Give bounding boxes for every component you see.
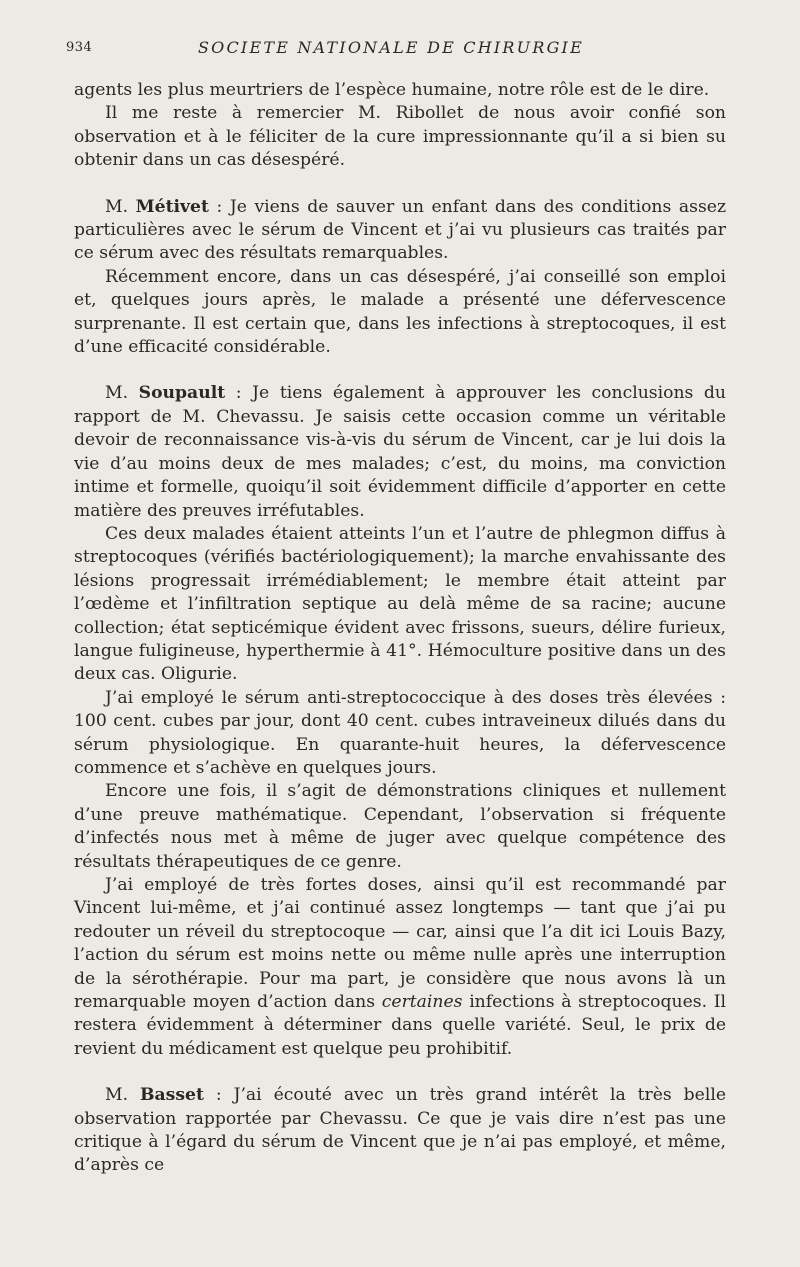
page-number: 934	[66, 40, 93, 55]
page-body	[74, 79, 726, 1178]
paragraph: Récemment encore, dans un cas désespéré, j’ai conseillé son emploi et, quelques jours après, le malade a présenté une défervescence surprenante. Il est certain que, dans les infections à streptocoques, il est d’une efficacité considérable.	[74, 266, 726, 358]
speech-soupault	[74, 382, 726, 522]
paragraph-text: infections à streptocoques. Il restera évidemment à déterminer dans quelle variété. Seul, le prix de revient du médicament est quelque peu prohibitif.	[74, 992, 726, 1059]
page-header	[66, 36, 730, 60]
paragraph-text: J’ai employé de très fortes doses, ainsi qu’il est recommandé par Vincent lui-même, et j’ai continué assez longtemps — tant que j’ai pu redouter un réveil du streptocoque — car, ainsi que l’a dit ici Louis Bazy, l’action du sérum est moins nette ou même nulle après une interruption de la sérothérapie. Pour ma part, je considère que nous avons là un remarquable moyen d’action dans	[74, 875, 726, 1013]
paragraph: J’ai employé le sérum anti-streptococcique à des doses très élevées : 100 cent. cubes par jour, dont 40 cent. cubes intraveineux dilués dans du sérum physiologique. En quarante-huit heures, la défervescence commence et s’achève en quelques jours.	[74, 687, 726, 778]
speaker-name: Métivet	[135, 196, 209, 217]
speaker-prefix: M.	[105, 383, 129, 404]
speech-metivet	[74, 196, 726, 266]
speech-text: : Je tiens également à approuver les conclusions du rapport de M. Chevassu. Je saisis cette occasion comme un véritable devoir de reconnaissance vis-à-vis du sérum de Vincent, car je lui dois la vie d’au moins deux de mes malades; c’est, du moins, ma conviction intime et formelle, quoiqu’il soit évidemment difficile d’apporter en cette matière des preuves irréfutables.	[74, 383, 726, 521]
running-title: SOCIETE NATIONALE DE CHIRURGIE	[198, 38, 584, 57]
speech-text: : Je viens de sauver un enfant dans des conditions assez particulières avec le sérum de Vincent et j’ai vu plusieurs cas traités par ce sérum avec des résultats remarquables.	[74, 196, 726, 264]
speech-basset	[74, 1084, 726, 1178]
paragraph	[74, 874, 726, 1061]
speaker-prefix: M.	[105, 1085, 129, 1106]
speech-text: : J’ai écouté avec un très grand intérêt la très belle observation rapportée par Chevassu. Ce que je vais dire n’est pas une critique à l’égard du sérum de Vincent que je n’ai pas employé, et même, d’après ce	[74, 1085, 727, 1176]
paragraph: Il me reste à remercier M. Ribollet de nous avoir confié son observation et à le féliciter de la cure impressionnante qu’il a si bien su obtenir dans un cas désespéré.	[74, 103, 726, 171]
continued-paragraph: agents les plus meurtriers de l’espèce humaine, notre rôle est de le dire.	[74, 80, 710, 100]
paragraph: Encore une fois, il s’agit de démonstrations cliniques et nullement d’une preuve mathématique. Cependant, l’observation si fréquente d’infectés nous met à même de juger avec quelque compétence des résultats thérapeutiques de ce genre.	[74, 781, 726, 872]
speaker-name: Basset	[140, 1085, 204, 1106]
paragraph: Ces deux malades étaient atteints l’un et l’autre de phlegmon diffus à streptocoques (vérifiés bactériologiquement); la marche envahissante des lésions progressait irrémédiablement; le membre était atteint par l’œdème et l’infiltration septique au delà même de sa racine; aucune collection; état septicémique évident avec frissons, sueurs, délire furieux, langue fuligineuse, hyperthermie à 41°. Hémoculture positive dans un des deux cas. Oligurie.	[74, 523, 726, 685]
speaker-prefix: M.	[105, 196, 129, 217]
emphasized-word: certaines	[381, 992, 463, 1013]
speaker-name: Soupault	[138, 383, 226, 404]
